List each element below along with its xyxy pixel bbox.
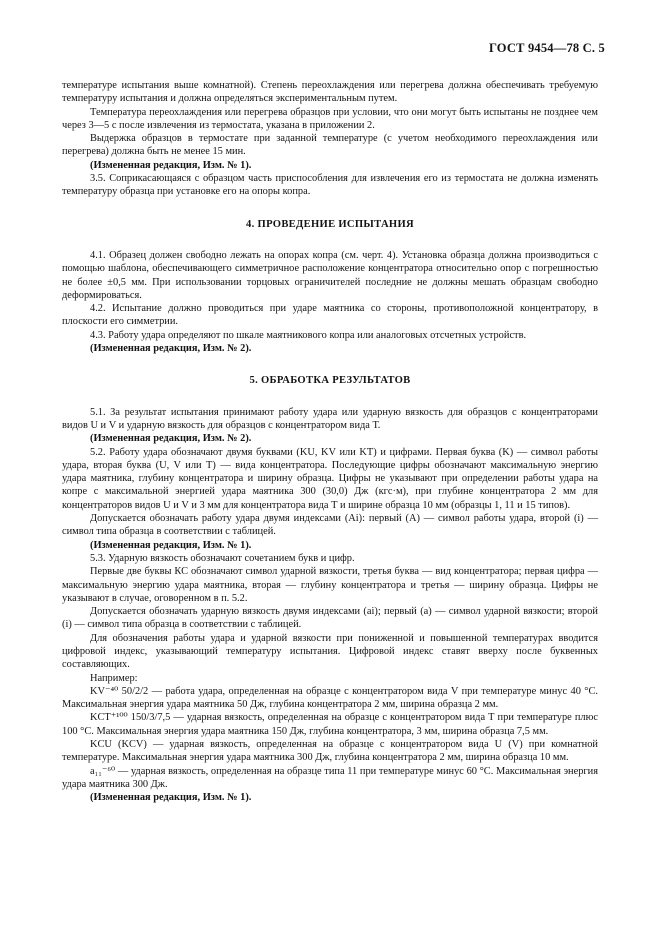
paragraph: 5.3. Ударную вязкость обозначают сочетанием букв и цифр. [90, 552, 355, 564]
page-header: ГОСТ 9454—78 С. 5 [488, 41, 605, 55]
paragraph: Выдержка образцов в термостате при заданной температуре (с учетом необходимого переохлаждения или перегрева) должна быть не менее 15 мин. [62, 133, 598, 158]
paragraph: KCU (KCV) — ударная вязкость, определенная на образце с концентратором вида U (V) при комнатной температуре. Максимальная энергия удара маятника 300 Дж, глубина концентратора 2 мм, ширина образца 10 мм. [62, 739, 598, 764]
paragraph: 3.5. Соприкасающаяся с образцом часть приспособления для извлечения его из термостата не должна изменять температуру образца при установке его на опоры копра. [62, 173, 598, 198]
paragraph: температуре испытания выше комнатной). Степень переохлаждения или перегрева должна обеспечивать требуемую температуру испытания и должна определяться экспериментальным путем. [62, 80, 598, 105]
document-body [62, 79, 598, 805]
section-heading: 4. ПРОВЕДЕНИЕ ИСПЫТАНИЯ [246, 218, 414, 230]
paragraph: 4.3. Работу удара определяют по шкале маятникового копра или аналоговых отсчетных устройств. [90, 329, 527, 341]
amendment-note: (Измененная редакция, Изм. № 2). [90, 433, 252, 445]
paragraph: 5.2. Работу удара обозначают двумя буквами (KU, KV или KT) и цифрами. Первая буква (K) — символ работы удара, вторая буква (U, V или T) — вида концентратора. Последующие цифры обозначают максимальную энергию удара маятника, глубину концентратора и ширину образца. Цифры не указывают при определении работы удара на копре с максимальной энергией удара маятника 300 (30,0) Дж (кгс·м), при глубине концентратора 2 мм для концентраторов видов U и V и 3 мм для концентратора вида Т и ширине образца 10 мм (образцы 1, 11 и 15 типов). [62, 446, 598, 511]
amendment-note: (Измененная редакция, Изм. № 1). [90, 539, 252, 551]
paragraph: 5.1. За результат испытания принимают работу удара или ударную вязкость для образцов с концентраторами видов U и V и ударную вязкость для образцов с концентратором вида Т. [62, 406, 598, 431]
amendment-note: (Измененная редакция, Изм. № 1). [90, 159, 252, 171]
paragraph: Допускается обозначать ударную вязкость двумя индексами (ai); первый (a) — символ ударной вязкости; второй (i) — символ типа образца в соответствии с таблицей. [62, 606, 598, 631]
paragraph: Для обозначения работы удара и ударной вязкости при пониженной и повышенной температурах вводится цифровой индекс, указывающий температуру испытания. Цифровой индекс ставят вверху после буквенных составляющих. [62, 632, 598, 671]
paragraph: KV⁻⁴⁰ 50/2/2 — работа удара, определенная на образце с концентратором вида V при температуре минус 40 °С. Максимальная энергия удара маятника 50 Дж, глубина концентратора 2 мм, ширина образца 2 мм. [62, 685, 598, 711]
paragraph: Температура переохлаждения или перегрева образцов при условии, что они могут быть испытаны не позднее чем через 3—5 с после извлечения из термостата, указана в приложении 2. [62, 106, 598, 131]
paragraph: 4.2. Испытание должно проводиться при ударе маятника со стороны, противоположной концентратору, в плоскости его симметрии. [62, 303, 598, 328]
section-heading: 5. ОБРАБОТКА РЕЗУЛЬТАТОВ [249, 375, 411, 387]
paragraph: a₁₁⁻⁶⁰ — ударная вязкость, определенная на образце типа 11 при температуре минус 60 °С. Максимальная энергия удара маятника 300 Дж. [62, 765, 598, 790]
paragraph: KCT⁺¹⁰⁰ 150/3/7,5 — ударная вязкость, определенная на образце с концентратором вида Т при температуре плюс 100 °С. Максимальная энергия удара маятника 150 Дж, глубина концентратора, 3 мм, ширина образца 7,5 мм. [62, 712, 598, 737]
paragraph: Первые две буквы КС обозначают символ ударной вязкости, третья буква — вид концентратора; первая цифра — максимальную энергию удара маятника, вторая — глубину концентратора и третья — ширину образца. Цифры не указывают в случае, оговоренном в п. 5.2. [62, 566, 598, 604]
paragraph: Допускается обозначать работу удара двумя индексами (Ai): первый (A) — символ работы удара, второй (i) — символ типа образца в соответствии с таблицей. [62, 513, 598, 538]
paragraph: Например: [90, 672, 138, 684]
amendment-note: (Измененная редакция, Изм. № 1). [90, 792, 252, 804]
paragraph: 4.1. Образец должен свободно лежать на опорах копра (см. черт. 4). Установка образца должна производиться с помощью шаблона, обеспечивающего симметричное расположение концентратора относительно опор с погрешностью не более ±0,5 мм. При использовании торцовых ограничителей последние не должны мешать образцам свободно деформироваться. [62, 249, 598, 301]
amendment-note: (Измененная редакция, Изм. № 2). [90, 343, 252, 355]
